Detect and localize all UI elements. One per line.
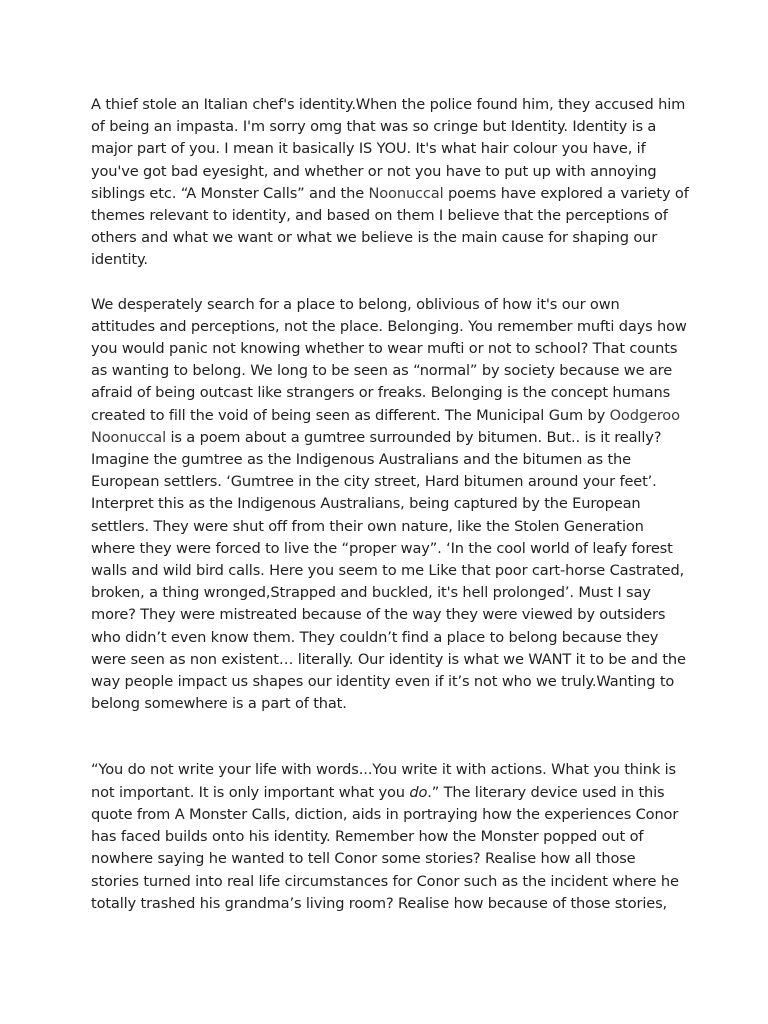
text-line: [91, 804, 688, 826]
text-line: [91, 538, 688, 560]
text-segment: Oodgeroo: [609, 406, 680, 424]
text-line: [91, 227, 688, 249]
text-line: [91, 649, 688, 671]
text-segment: you've got bad eyesight, and whether or not you have to put up with annoying: [91, 162, 657, 180]
text-line: [91, 893, 688, 915]
text-line: [91, 693, 688, 715]
text-line: [91, 671, 688, 693]
text-segment: Noonuccal: [368, 184, 444, 202]
text-segment: walls and wild bird calls. Here you seem to me Like that poor cart-horse Castrated,: [91, 562, 685, 580]
text-segment: We desperately search for a place to belong, oblivious of how it's our own: [91, 295, 620, 313]
text-line: [91, 205, 688, 227]
text-line: [91, 627, 688, 649]
text-segment: created to fill the void of being seen as different. The Municipal Gum by: [91, 406, 610, 424]
text-segment: belong somewhere is a part of that.: [91, 695, 347, 713]
text-segment: settlers. They were shut off from their own nature, like the Stolen Generation: [91, 517, 644, 535]
text-segment: stories turned into real life circumstances for Conor such as the incident where he: [91, 872, 679, 890]
paragraph-monster-calls: [91, 759, 688, 914]
text-line: [91, 405, 688, 427]
text-line: [91, 604, 688, 626]
text-line: [91, 116, 688, 138]
paragraph-intro: [91, 94, 688, 272]
text-segment: A thief stole an Italian chef's identity.When the police found him, they accused him: [91, 96, 686, 113]
text-line: [91, 759, 688, 781]
text-line: [91, 826, 688, 848]
text-line: [91, 316, 688, 338]
text-segment: quote from A Monster Calls, diction, aids in portraying how the experiences Conor: [91, 805, 679, 823]
text-segment: has faced builds onto his identity. Remember how the Monster popped out of: [91, 828, 644, 846]
text-segment: not important. It is only important what you: [91, 783, 410, 801]
text-line: [91, 161, 688, 183]
text-segment: “You do not write your life with words...You write it with actions. What you think is: [91, 761, 677, 779]
text-line: [91, 782, 688, 804]
text-segment: more? They were mistreated because of the way they were viewed by outsiders: [91, 606, 666, 624]
text-segment: broken, a thing wronged,Strapped and buckled, it's hell prolonged’. Must I say: [91, 584, 651, 602]
text-segment: afraid of being outcast like strangers or freaks. Belonging is the concept humans: [91, 384, 671, 402]
text-line: [91, 94, 688, 116]
text-line: [91, 360, 688, 382]
text-line: [91, 249, 688, 271]
text-segment: siblings etc. “A Monster Calls” and the: [91, 184, 369, 202]
text-line: [91, 427, 688, 449]
paragraph-belonging: [91, 294, 688, 716]
text-segment: attitudes and perceptions, not the place. Belonging. You remember mufti days how: [91, 317, 687, 335]
text-segment: others and what we want or what we believe is the main cause for shaping our: [91, 229, 658, 247]
text-line: [91, 493, 688, 515]
text-line: [91, 338, 688, 360]
text-segment: where they were forced to live the “proper way”. ‘In the cool world of leafy forest: [91, 539, 673, 557]
text-segment: who didn’t even know them. They couldn’t find a place to belong because they: [91, 628, 659, 646]
text-segment: were seen as non existent… literally. Our identity is what we WANT it to be and the: [91, 650, 686, 668]
paragraph-gap: [91, 715, 688, 759]
text-segment: major part of you. I mean it basically IS YOU. It's what hair colour you have, if: [91, 140, 646, 158]
text-line: [91, 449, 688, 471]
text-line: [91, 871, 688, 893]
text-line: [91, 516, 688, 538]
text-segment: Imagine the gumtree as the Indigenous Australians and the bitumen as the: [91, 451, 631, 469]
text-segment: themes relevant to identity, and based on them I believe that the perceptions of: [91, 207, 668, 225]
text-segment: European settlers. ‘Gumtree in the city street, Hard bitumen around your feet’.: [91, 473, 657, 491]
text-segment: Noonuccal: [91, 428, 166, 446]
text-segment: is a poem about a gumtree surrounded by bitumen. But.. is it really?: [165, 428, 662, 446]
text-segment: you would panic not knowing whether to wear mufti or not to school? That counts: [91, 340, 678, 358]
text-line: [91, 382, 688, 404]
text-segment: identity.: [91, 251, 148, 269]
text-segment: nowhere saying he wanted to tell Conor some stories? Realise how all those: [91, 850, 636, 868]
text-segment: of being an impasta. I'm sorry omg that was so cringe but Identity. Identity is a: [91, 118, 657, 136]
text-line: [91, 138, 688, 160]
text-line: [91, 848, 688, 870]
paragraph-gap: [91, 272, 688, 294]
text-line: [91, 294, 688, 316]
text-line: [91, 560, 688, 582]
emphasis-text: do: [409, 783, 428, 801]
text-line: [91, 582, 688, 604]
text-segment: as wanting to belong. We long to be seen as “normal” by society because we are: [91, 362, 673, 380]
text-segment: .” The literary device used in this: [427, 783, 665, 801]
text-line: [91, 183, 688, 205]
text-segment: totally trashed his grandma’s living room? Realise how because of those stories,: [91, 894, 668, 912]
text-segment: poems have explored a variety of: [443, 184, 689, 202]
text-segment: way people impact us shapes our identity even if it’s not who we truly.Wanting to: [91, 673, 675, 691]
text-line: [91, 471, 688, 493]
text-segment: Interpret this as the Indigenous Australians, being captured by the European: [91, 495, 641, 513]
